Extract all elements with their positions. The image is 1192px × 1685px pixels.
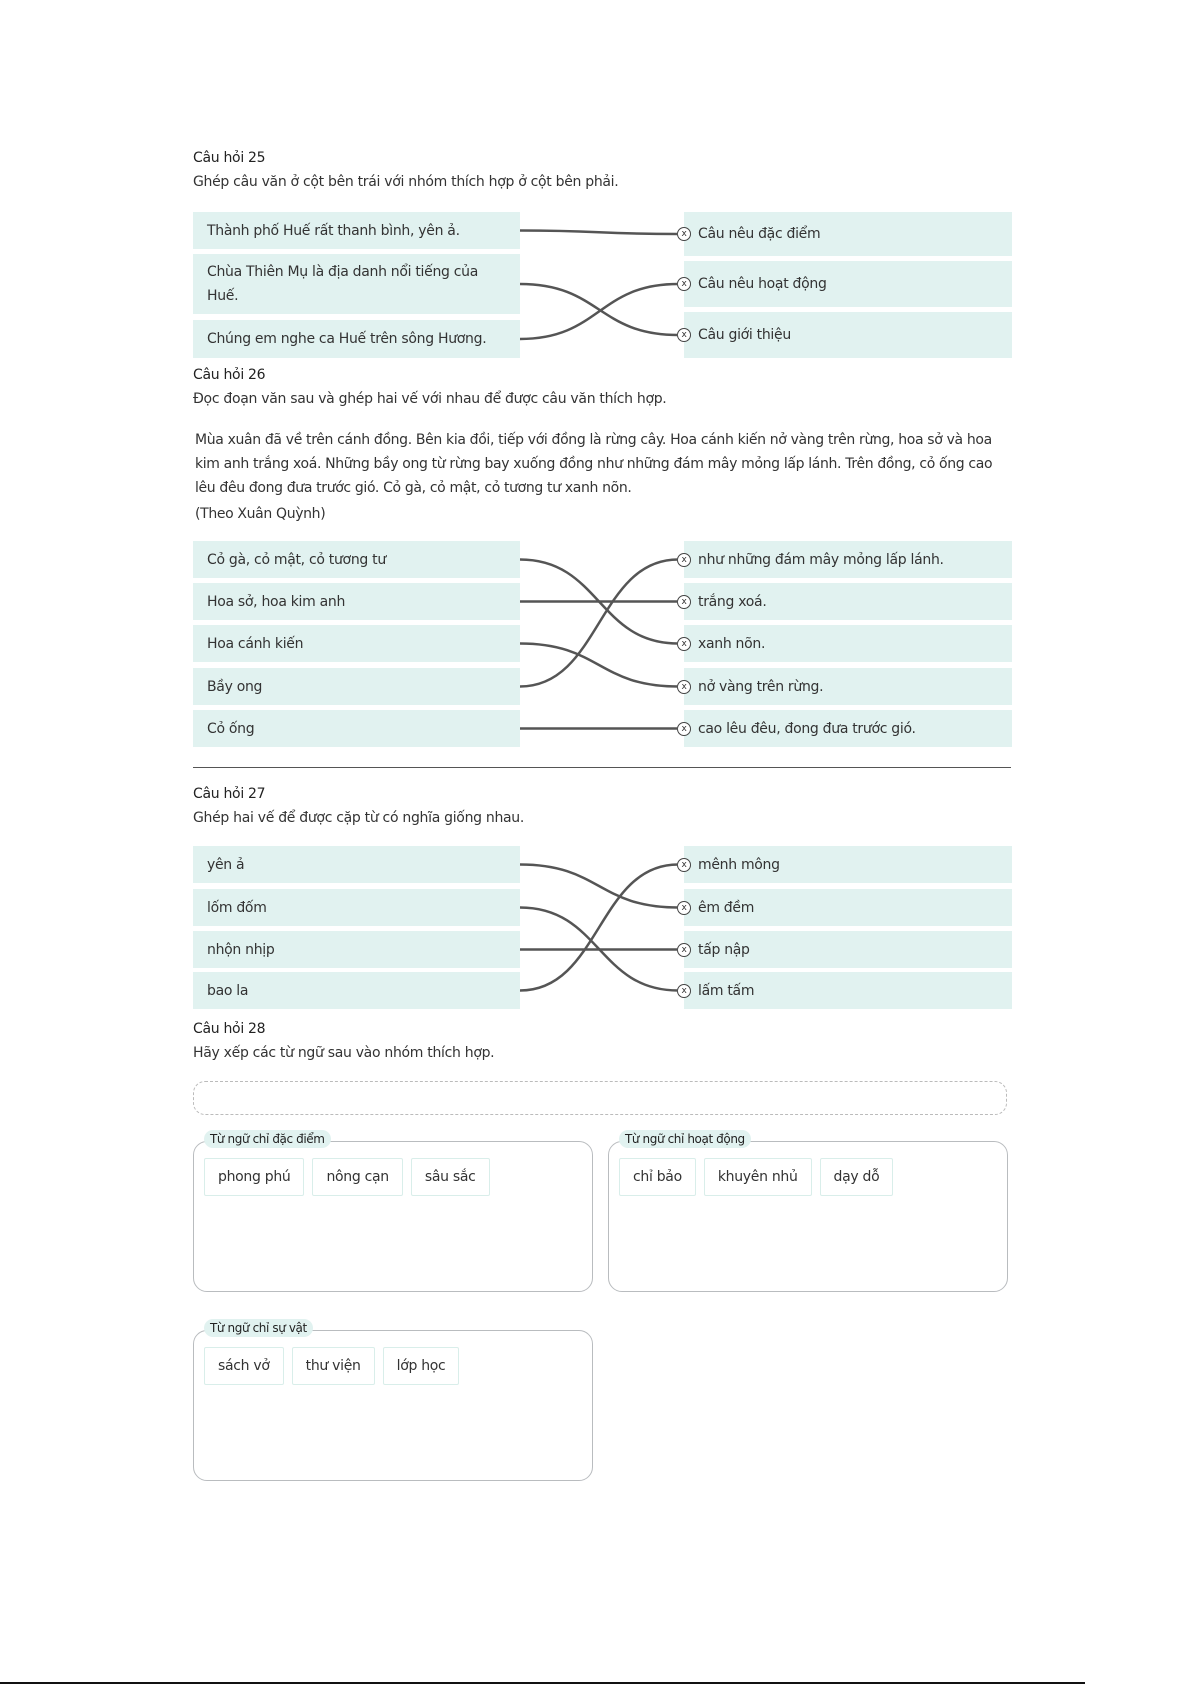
right-item[interactable] bbox=[681, 889, 1012, 926]
question-26-title: Câu hỏi 26 bbox=[193, 367, 266, 383]
word-chip[interactable]: phong phú bbox=[204, 1158, 304, 1196]
group-label: Từ ngữ chỉ hoạt động bbox=[619, 1130, 751, 1148]
connector-line bbox=[520, 560, 678, 644]
reading-passage: Mùa xuân đã về trên cánh đồng. Bên kia đồi, tiếp với đồng là rừng cây. Hoa cánh kiến nở vàng trên rừng, hoa sở và hoa kim anh trắng xoá. Những bầy ong từ rừng bay xuống đồng như những đám mây mỏng lấp lánh. Trên đồng, cỏ ống cao lêu đêu đong đưa trước gió. Cỏ gà, cỏ mật, cỏ tương tư xanh nõn. bbox=[195, 432, 993, 496]
right-item[interactable] bbox=[681, 668, 1012, 705]
word-chip[interactable]: khuyên nhủ bbox=[704, 1158, 812, 1196]
remove-connection-icon[interactable]: x bbox=[677, 328, 691, 342]
left-item[interactable] bbox=[193, 710, 520, 747]
question-27-instruction: Ghép hai vế để được cặp từ có nghĩa giống nhau. bbox=[193, 810, 525, 826]
word-chip[interactable]: thư viện bbox=[292, 1347, 375, 1385]
right-item-text: lấm tấm bbox=[698, 982, 755, 999]
group-label: Từ ngữ chỉ đặc điểm bbox=[204, 1130, 331, 1148]
right-item-text: Câu giới thiệu bbox=[698, 327, 791, 343]
left-item-text: Chúng em nghe ca Huế trên sông Hương. bbox=[207, 331, 487, 347]
left-item-text: Cỏ ống bbox=[207, 720, 255, 737]
right-item[interactable] bbox=[681, 625, 1012, 662]
right-item-text: nở vàng trên rừng. bbox=[698, 678, 824, 695]
right-item-text: tấp nập bbox=[698, 941, 750, 958]
section-divider bbox=[193, 767, 1011, 768]
word-bank-dropzone[interactable] bbox=[193, 1081, 1007, 1115]
question-28-instruction: Hãy xếp các từ ngữ sau vào nhóm thích hợp. bbox=[193, 1045, 495, 1061]
remove-connection-icon[interactable]: x bbox=[677, 553, 691, 567]
left-item-text: Chùa Thiên Mụ là địa danh nổi tiếng của Huế. bbox=[207, 264, 479, 304]
word-chip[interactable]: sâu sắc bbox=[411, 1158, 490, 1196]
connector-line bbox=[520, 865, 678, 991]
right-item[interactable] bbox=[681, 583, 1012, 620]
left-item[interactable] bbox=[193, 212, 520, 249]
group-label: Từ ngữ chỉ sự vật bbox=[204, 1319, 313, 1337]
right-item[interactable] bbox=[681, 972, 1012, 1009]
passage-source: (Theo Xuân Quỳnh) bbox=[195, 506, 326, 522]
question-27-title: Câu hỏi 27 bbox=[193, 786, 266, 802]
left-item[interactable] bbox=[193, 320, 520, 358]
connector-line bbox=[520, 908, 678, 991]
word-chip[interactable]: chỉ bảo bbox=[619, 1158, 696, 1196]
remove-connection-icon[interactable]: x bbox=[677, 595, 691, 609]
left-item-text: yên ả bbox=[207, 856, 245, 873]
left-item[interactable] bbox=[193, 846, 520, 883]
remove-connection-icon[interactable]: x bbox=[677, 722, 691, 736]
left-item[interactable] bbox=[193, 541, 520, 578]
right-item-text: Câu nêu đặc điểm bbox=[698, 226, 821, 242]
word-chip[interactable]: lớp học bbox=[383, 1347, 460, 1385]
connector-line bbox=[520, 644, 678, 687]
remove-connection-icon[interactable]: x bbox=[677, 901, 691, 915]
right-item[interactable] bbox=[681, 846, 1012, 883]
left-item-text: lốm đốm bbox=[207, 899, 267, 916]
left-item-text: Thành phố Huế rất thanh bình, yên ả. bbox=[207, 222, 460, 239]
left-item-text: Hoa cánh kiến bbox=[207, 635, 304, 652]
connector-line bbox=[520, 865, 678, 908]
remove-connection-icon[interactable]: x bbox=[677, 227, 691, 241]
left-item-text: nhộn nhịp bbox=[207, 941, 275, 958]
right-item-text: trắng xoá. bbox=[698, 593, 767, 610]
remove-connection-icon[interactable]: x bbox=[677, 943, 691, 957]
remove-connection-icon[interactable]: x bbox=[677, 637, 691, 651]
question-25-instruction: Ghép câu văn ở cột bên trái với nhóm thích hợp ở cột bên phải. bbox=[193, 174, 619, 190]
left-item[interactable] bbox=[193, 583, 520, 620]
left-item[interactable] bbox=[193, 668, 520, 705]
left-item[interactable] bbox=[193, 889, 520, 926]
group-dac-diem[interactable] bbox=[193, 1132, 593, 1292]
question-25-title: Câu hỏi 25 bbox=[193, 150, 266, 166]
right-item-text: êm đềm bbox=[698, 899, 755, 916]
right-item[interactable] bbox=[681, 212, 1012, 256]
right-item-text: như những đám mây mỏng lấp lánh. bbox=[698, 551, 944, 568]
left-item-text: bao la bbox=[207, 982, 249, 999]
group-hoat-dong[interactable] bbox=[608, 1132, 1008, 1292]
right-item[interactable] bbox=[681, 312, 1012, 358]
right-item-text: cao lêu đêu, đong đưa trước gió. bbox=[698, 720, 916, 737]
left-item[interactable] bbox=[193, 625, 520, 662]
word-chip[interactable]: dạy dỗ bbox=[820, 1158, 894, 1196]
word-chip[interactable]: sách vở bbox=[204, 1347, 284, 1385]
question-26-instruction: Đọc đoạn văn sau và ghép hai vế với nhau để được câu văn thích hợp. bbox=[193, 391, 667, 407]
connector-line bbox=[520, 560, 678, 687]
left-item[interactable] bbox=[193, 972, 520, 1009]
left-item[interactable] bbox=[193, 254, 520, 314]
left-item-text: Bầy ong bbox=[207, 678, 263, 695]
right-item-text: mênh mông bbox=[698, 856, 780, 873]
remove-connection-icon[interactable]: x bbox=[677, 680, 691, 694]
word-chip[interactable]: nông cạn bbox=[312, 1158, 402, 1196]
connector-line bbox=[520, 231, 678, 235]
connector-line bbox=[520, 284, 678, 335]
question-28-title: Câu hỏi 28 bbox=[193, 1021, 266, 1037]
right-item[interactable] bbox=[681, 931, 1012, 968]
left-item-text: Hoa sở, hoa kim anh bbox=[207, 593, 346, 610]
right-item[interactable] bbox=[681, 261, 1012, 307]
remove-connection-icon[interactable]: x bbox=[677, 858, 691, 872]
remove-connection-icon[interactable]: x bbox=[677, 984, 691, 998]
right-item[interactable] bbox=[681, 541, 1012, 578]
right-item[interactable] bbox=[681, 710, 1012, 747]
connector-line bbox=[520, 284, 678, 339]
right-item-text: Câu nêu hoạt động bbox=[698, 276, 827, 292]
group-su-vat[interactable] bbox=[193, 1321, 593, 1481]
right-item-text: xanh nõn. bbox=[698, 635, 766, 652]
remove-connection-icon[interactable]: x bbox=[677, 277, 691, 291]
left-item-text: Cỏ gà, cỏ mật, cỏ tương tư bbox=[207, 551, 386, 568]
page-bottom-rule bbox=[0, 1682, 1085, 1684]
left-item[interactable] bbox=[193, 931, 520, 968]
